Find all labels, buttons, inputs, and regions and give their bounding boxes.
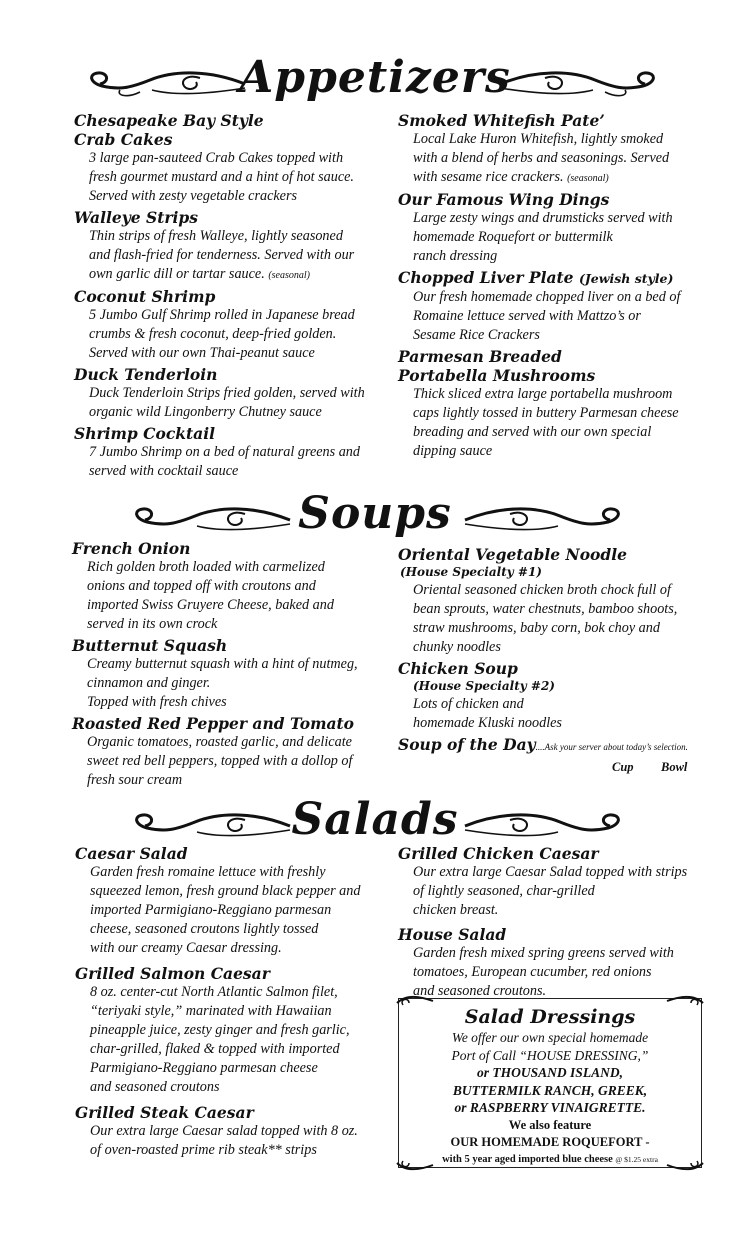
item-description: Thin strips of fresh Walleye, lightly seasoned and flash-fried for tenderness. Served with our own garlic dill or tartar sauce. (seasonal) (89, 228, 355, 282)
salad-dressings-box (398, 998, 702, 1168)
dressing-line: BUTTERMILK RANCH, GREEK, (452, 1082, 648, 1098)
flourish-right-icon (460, 806, 630, 846)
item-title: Oriental Vegetable Noodle (398, 545, 627, 564)
item-description: 8 oz. center-cut North Atlantic Salmon filet, “teriyaki style,” marinated with Hawaiian pineapple juice, zesty ginger and fresh garlic, char-grilled, flaked & topped with imported Parmigiano-Reggiano parmesan cheese and seasoned croutons (90, 984, 350, 1095)
menu-item (398, 925, 743, 1001)
item-title: Smoked Whitefish Pate’ (398, 111, 605, 130)
item-title: Caesar Salad (75, 844, 188, 863)
item-title: Butternut Squash (72, 636, 228, 655)
item-description: Garden fresh mixed spring greens served with tomatoes, European cucumber, red onions and seasoned croutons. (413, 945, 674, 999)
dressings-title: Salad Dressings (464, 1006, 636, 1028)
menu-item (75, 964, 400, 1097)
item-title: Parmesan Breaded (398, 347, 562, 366)
item-title: Grilled Salmon Caesar (75, 964, 270, 983)
item-description: Our extra large Caesar Salad topped with strips of lightly seasoned, char-grilled chicken breast. (413, 864, 688, 918)
soups-left-column (72, 539, 397, 792)
corner-flourish-icon (665, 993, 705, 1011)
corner-flourish-icon (395, 993, 435, 1011)
dressing-feature: We also feature (508, 1117, 592, 1132)
salads-left-column (75, 844, 400, 1162)
dressing-line: or THOUSAND ISLAND, (477, 1065, 623, 1080)
menu-item (75, 844, 400, 958)
soups-banner (0, 486, 750, 546)
item-title: Chicken Soup (398, 659, 518, 678)
dressing-line: We offer our own special homemade (451, 1030, 649, 1045)
appetizers-left-column (74, 111, 394, 483)
item-title: Grilled Chicken Caesar (398, 844, 599, 863)
salads-banner (0, 792, 750, 852)
corner-flourish-icon (665, 1155, 705, 1173)
item-description: Rich golden broth loaded with carmelized onions and topped off with croutons and imported Swiss Gruyere Cheese, baked and served in its own crock (87, 559, 334, 632)
dressing-roquefort-note: with 5 year aged imported blue cheese @ $1.25 extra (442, 1153, 658, 1165)
menu-item (74, 287, 394, 363)
menu-item (74, 111, 394, 206)
cup-label: Cup (612, 760, 634, 774)
menu-item (398, 659, 743, 733)
corner-flourish-icon (395, 1155, 435, 1173)
dressing-line: or RASPBERRY VINAIGRETTE. (454, 1100, 646, 1115)
item-description: 7 Jumbo Shrimp on a bed of natural greens and served with cocktail sauce (89, 444, 360, 479)
flourish-right-icon (460, 500, 630, 540)
menu-item (72, 539, 397, 634)
item-title: Crab Cakes (74, 130, 173, 149)
item-description: Thick sliced extra large portabella mushroom caps lightly tossed in buttery Parmesan cheese breading and served with our own special dipping sauce (413, 386, 679, 459)
item-subtitle: (House Specialty #1) (400, 565, 542, 579)
item-title: Soup of the Day....Ask your server about today’s selection. (398, 735, 688, 754)
menu-item (75, 1103, 400, 1160)
item-description: Organic tomatoes, roasted garlic, and delicate sweet red bell peppers, topped with a dollop of fresh sour cream (87, 734, 353, 788)
soups-right-column (398, 545, 743, 759)
menu-item (72, 714, 397, 790)
item-title: Portabella Mushrooms (398, 366, 596, 385)
appetizers-right-column (398, 111, 738, 463)
menu-item (72, 636, 397, 712)
menu-item (398, 545, 743, 657)
menu-item (398, 190, 738, 266)
salads-title: Salads (291, 794, 459, 845)
item-description: Large zesty wings and drumsticks served with homemade Roquefort or buttermilk ranch dressing (413, 210, 673, 264)
menu-item (74, 424, 394, 481)
item-title: Coconut Shrimp (74, 287, 216, 306)
item-title: House Salad (398, 925, 507, 944)
menu-item (74, 208, 394, 285)
dressing-feature: OUR HOMEMADE ROQUEFORT - (450, 1135, 650, 1149)
item-title: Roasted Red Pepper and Tomato (72, 714, 355, 733)
item-title: Grilled Steak Caesar (75, 1103, 254, 1122)
flourish-right-icon (495, 64, 665, 104)
item-title: Duck Tenderloin (74, 365, 218, 384)
item-subtitle: (House Specialty #2) (413, 679, 555, 693)
menu-item (74, 365, 394, 422)
item-description: Creamy butternut squash with a hint of nutmeg, cinnamon and ginger. Topped with fresh chives (87, 656, 358, 710)
menu-item (398, 268, 738, 345)
item-title: Shrimp Cocktail (74, 424, 215, 443)
item-description: Our extra large Caesar salad topped with 8 oz. of oven-roasted prime rib steak** strips (90, 1123, 358, 1158)
menu-item (398, 347, 738, 461)
item-title: Walleye Strips (74, 208, 198, 227)
appetizers-title: Appetizers (239, 52, 511, 103)
appetizers-banner (0, 50, 750, 110)
item-description: Oriental seasoned chicken broth chock full of bean sprouts, water chestnuts, bamboo shoots, straw mushrooms, baby corn, bok choy and chunky noodles (413, 582, 678, 655)
bowl-label: Bowl (661, 760, 688, 774)
item-description: Local Lake Huron Whitefish, lightly smoked with a blend of herbs and seasonings. Served with sesame rice crackers. (seasonal) (413, 131, 670, 185)
item-description: Our fresh homemade chopped liver on a bed of Romaine lettuce served with Mattzo’s or Sesame Rice Crackers (413, 289, 681, 343)
item-description: Garden fresh romaine lettuce with freshly squeezed lemon, fresh ground black pepper and imported Parmigiano-Reggiano parmesan cheese, seasoned croutons lightly tossed with our creamy Caesar dressing. (90, 864, 361, 956)
menu-item (398, 111, 738, 188)
item-title: Chesapeake Bay Style (74, 111, 264, 130)
salads-right-column (398, 844, 743, 1003)
dressing-line: Port of Call “HOUSE DRESSING,” (451, 1047, 649, 1063)
item-title: Our Famous Wing Dings (398, 190, 610, 209)
item-description: 3 large pan-sauteed Crab Cakes topped with fresh gourmet mustard and a hint of hot sauce. Served with zesty vegetable crackers (89, 150, 354, 204)
soup-of-the-day (398, 735, 743, 757)
item-description: Lots of chicken and homemade Kluski noodles (413, 696, 562, 731)
soups-title: Soups (298, 488, 452, 539)
item-description: Duck Tenderloin Strips fried golden, served with organic wild Lingonberry Chutney sauce (89, 385, 365, 420)
item-title: French Onion (72, 539, 191, 558)
item-title: Chopped Liver Plate (Jewish style) (398, 268, 674, 287)
menu-item (398, 844, 743, 920)
item-description: 5 Jumbo Gulf Shrimp rolled in Japanese bread crumbs & fresh coconut, deep-fried golden. Served with our own Thai-peanut sauce (89, 307, 355, 361)
